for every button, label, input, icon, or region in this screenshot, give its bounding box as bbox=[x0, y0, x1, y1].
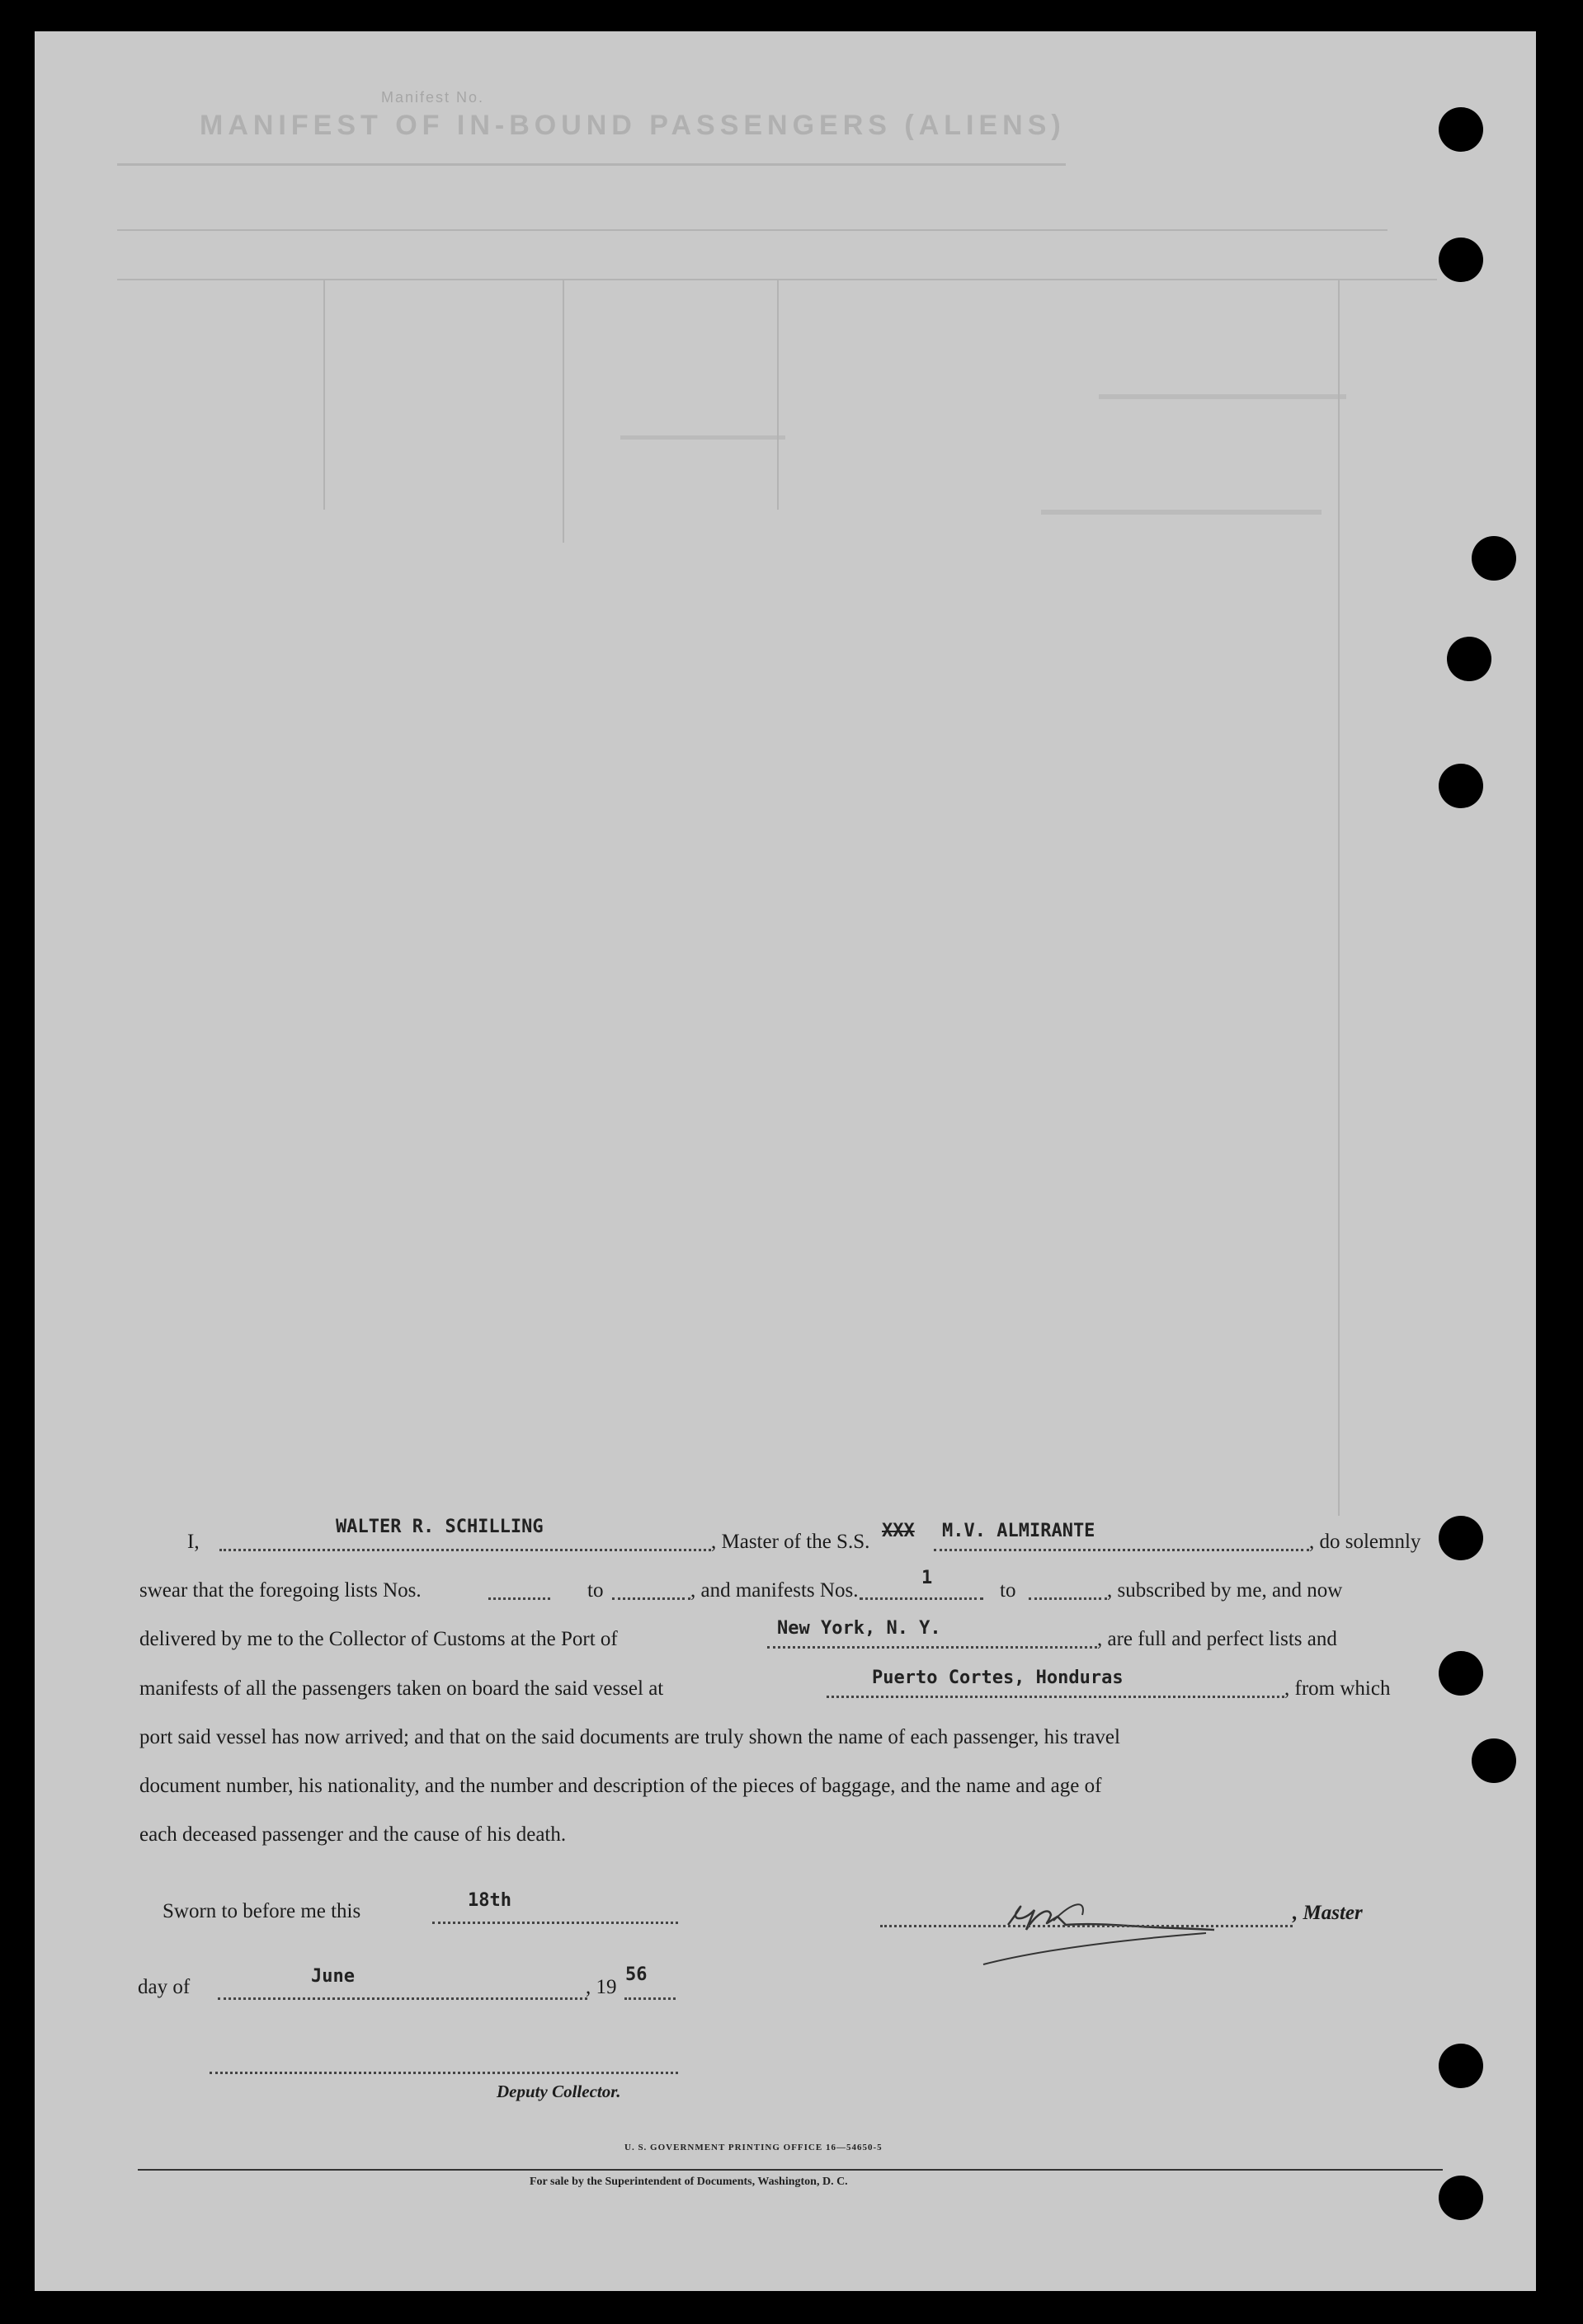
oath-swear-label: swear that the foregoing lists Nos. bbox=[139, 1579, 422, 1602]
gpo-imprint: U. S. GOVERNMENT PRINTING OFFICE 16—54650-5 bbox=[624, 2143, 883, 2152]
departure-port-value: Puerto Cortes, Honduras bbox=[872, 1668, 1124, 1688]
master-signature bbox=[975, 1875, 1305, 1966]
oath-text-line-7: each deceased passenger and the cause of his death. bbox=[139, 1823, 567, 1846]
oath-and-manifests-label: , and manifests Nos. bbox=[690, 1579, 859, 1602]
punch-hole bbox=[1439, 2176, 1483, 2220]
oath-to-label-2: to bbox=[1000, 1579, 1016, 1602]
sworn-year-value: 56 bbox=[625, 1964, 648, 1985]
ghost-manifest-no: Manifest No. bbox=[381, 89, 485, 106]
vessel-name-value: M.V. ALMIRANTE bbox=[942, 1521, 1095, 1541]
master-signature-label: , Master bbox=[1293, 1902, 1363, 1924]
for-sale-imprint: For sale by the Superintendent of Documents, Washington, D. C. bbox=[530, 2176, 848, 2188]
punch-hole bbox=[1439, 1651, 1483, 1696]
year-prefix-label: , 19 bbox=[586, 1976, 617, 1998]
oath-from-which-label: , from which bbox=[1284, 1677, 1391, 1700]
sworn-label: Sworn to before me this bbox=[163, 1900, 361, 1922]
punch-hole bbox=[1439, 107, 1483, 152]
oath-subscribed-label: , subscribed by me, and now bbox=[1107, 1579, 1343, 1602]
punch-hole bbox=[1472, 536, 1516, 581]
oath-master-of-label: , Master of the S.S. bbox=[711, 1531, 870, 1553]
port-value: New York, N. Y. bbox=[777, 1618, 941, 1639]
day-of-label: day of bbox=[138, 1976, 191, 1998]
punch-hole bbox=[1472, 1738, 1516, 1783]
punch-hole bbox=[1439, 1516, 1483, 1560]
oath-delivered-label: delivered by me to the Collector of Customs at the Port of bbox=[139, 1628, 618, 1650]
ghost-manifest-title: MANIFEST OF IN-BOUND PASSENGERS (ALIENS) bbox=[200, 110, 1066, 141]
vessel-prefix-struck: XXX bbox=[882, 1521, 915, 1541]
punch-hole bbox=[1447, 637, 1491, 681]
oath-i-label: I, bbox=[187, 1531, 200, 1553]
oath-text-line-5: port said vessel has now arrived; and that on the said documents are truly shown the name of each passenger, his travel bbox=[139, 1726, 1120, 1748]
oath-full-lists-label: , are full and perfect lists and bbox=[1097, 1628, 1337, 1650]
sworn-day-value: 18th bbox=[468, 1890, 511, 1911]
manifest-page bbox=[35, 31, 1536, 2291]
oath-text-line-6: document number, his nationality, and the number and description of the pieces of baggage, and the name and age of bbox=[139, 1775, 1102, 1797]
sworn-month-value: June bbox=[311, 1966, 355, 1987]
oath-to-label-1: to bbox=[587, 1579, 604, 1602]
punch-hole bbox=[1439, 238, 1483, 282]
oath-solemnly-label: , do solemnly bbox=[1309, 1531, 1421, 1553]
deputy-collector-label: Deputy Collector. bbox=[497, 2082, 621, 2101]
master-name-value: WALTER R. SCHILLING bbox=[336, 1517, 544, 1537]
punch-hole bbox=[1439, 764, 1483, 808]
manifest-number-value: 1 bbox=[921, 1568, 933, 1588]
punch-hole bbox=[1439, 2044, 1483, 2088]
oath-manifests-label: manifests of all the passengers taken on board the said vessel at bbox=[139, 1677, 664, 1700]
